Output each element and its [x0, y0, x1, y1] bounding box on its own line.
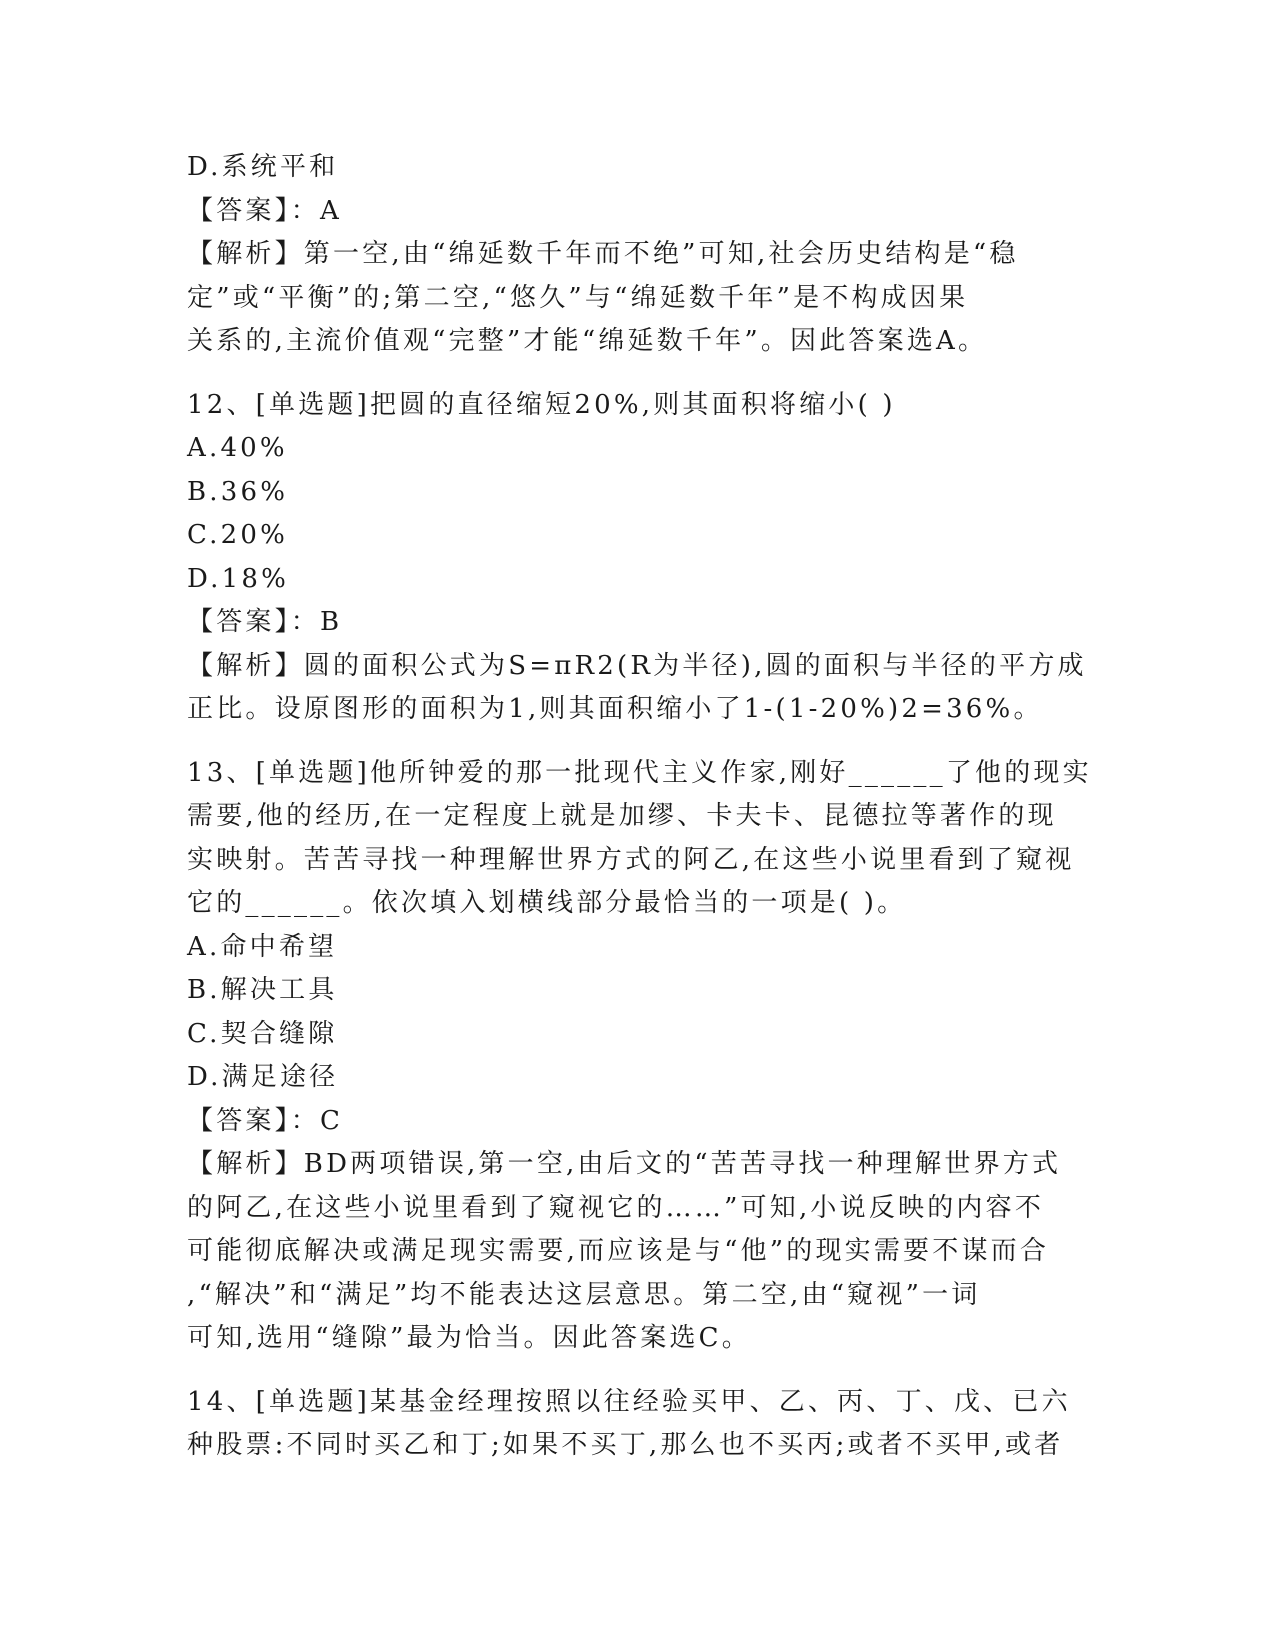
question-12: [187, 384, 1087, 732]
analysis-line: 可能彻底解决或满足现实需要,而应该是与“他”的现实需要不谋而合: [187, 1236, 1050, 1266]
analysis-line: 【解析】第一空,由“绵延数千年而不绝”可知,社会历史结构是“稳: [187, 239, 1019, 269]
question-stem: 实映射。苦苦寻找一种理解世界方式的阿乙,在这些小说里看到了窥视: [187, 844, 1075, 875]
analysis-line: 【解析】圆的面积公式为S=πR2(R为半径),圆的面积与半径的平方成: [187, 650, 1087, 681]
analysis-line: 【解析】BD两项错误,第一空,由后文的“苦苦寻找一种理解世界方式: [187, 1149, 1062, 1179]
analysis-line: 关系的,主流价值观“完整”才能“绵延数千年”。因此答案选A。: [187, 326, 988, 356]
question-11-tail: [187, 146, 1077, 364]
analysis-line: 的阿乙,在这些小说里看到了窥视它的……”可知,小说反映的内容不: [187, 1192, 1045, 1223]
question-14: [187, 1381, 1077, 1468]
option-c: C.20%: [187, 520, 289, 550]
block-gap: [187, 1361, 1077, 1381]
analysis-line: ,“解决”和“满足”均不能表达这层意思。第二空,由“窥视”一词: [187, 1279, 981, 1310]
option-d: D.满足途径: [187, 1062, 339, 1092]
block-gap: [187, 732, 1077, 752]
document-page: [187, 146, 1092, 1468]
analysis-line: 正比。设原图形的面积为1,则其面积缩小了1-(1-20%)2=36%。: [187, 694, 1043, 724]
question-stem: 种股票:不同时买乙和丁;如果不买丁,那么也不买丙;或者不买甲,或者: [187, 1430, 1064, 1460]
question-13: [187, 752, 1092, 1361]
question-stem: 需要,他的经历,在一定程度上就是加缪、卡夫卡、昆德拉等著作的现: [187, 801, 1057, 831]
answer-line: 【答案】：C: [187, 1105, 344, 1136]
question-stem: 14、[单选题]某基金经理按照以往经验买甲、乙、丙、丁、戊、已六: [187, 1386, 1071, 1417]
analysis-line: 可知,选用“缝隙”最为恰当。因此答案选C。: [187, 1323, 751, 1353]
option-d: D.系统平和: [187, 152, 339, 182]
option-b: B.36%: [187, 476, 289, 507]
answer-line: 【答案】：B: [187, 607, 343, 637]
question-stem: 它的______。依次填入划横线部分最恰当的一项是( )。: [187, 888, 907, 918]
option-c: C.契合缝隙: [187, 1018, 338, 1049]
option-a: A.命中希望: [187, 931, 338, 962]
analysis-line: 定”或“平衡”的;第二空,“悠久”与“绵延数千年”是不构成因果: [187, 282, 969, 313]
option-d: D.18%: [187, 563, 289, 594]
question-stem: 13、[单选题]他所钟爱的那一批现代主义作家,刚好______了他的现实: [187, 757, 1092, 788]
question-stem: 12、[单选题]把圆的直径缩短20%,则其面积将缩小( ): [187, 389, 896, 420]
answer-line: 【答案】：A: [187, 195, 342, 226]
option-a: A.40%: [187, 433, 288, 463]
block-gap: [187, 364, 1077, 384]
option-b: B.解决工具: [187, 975, 338, 1005]
